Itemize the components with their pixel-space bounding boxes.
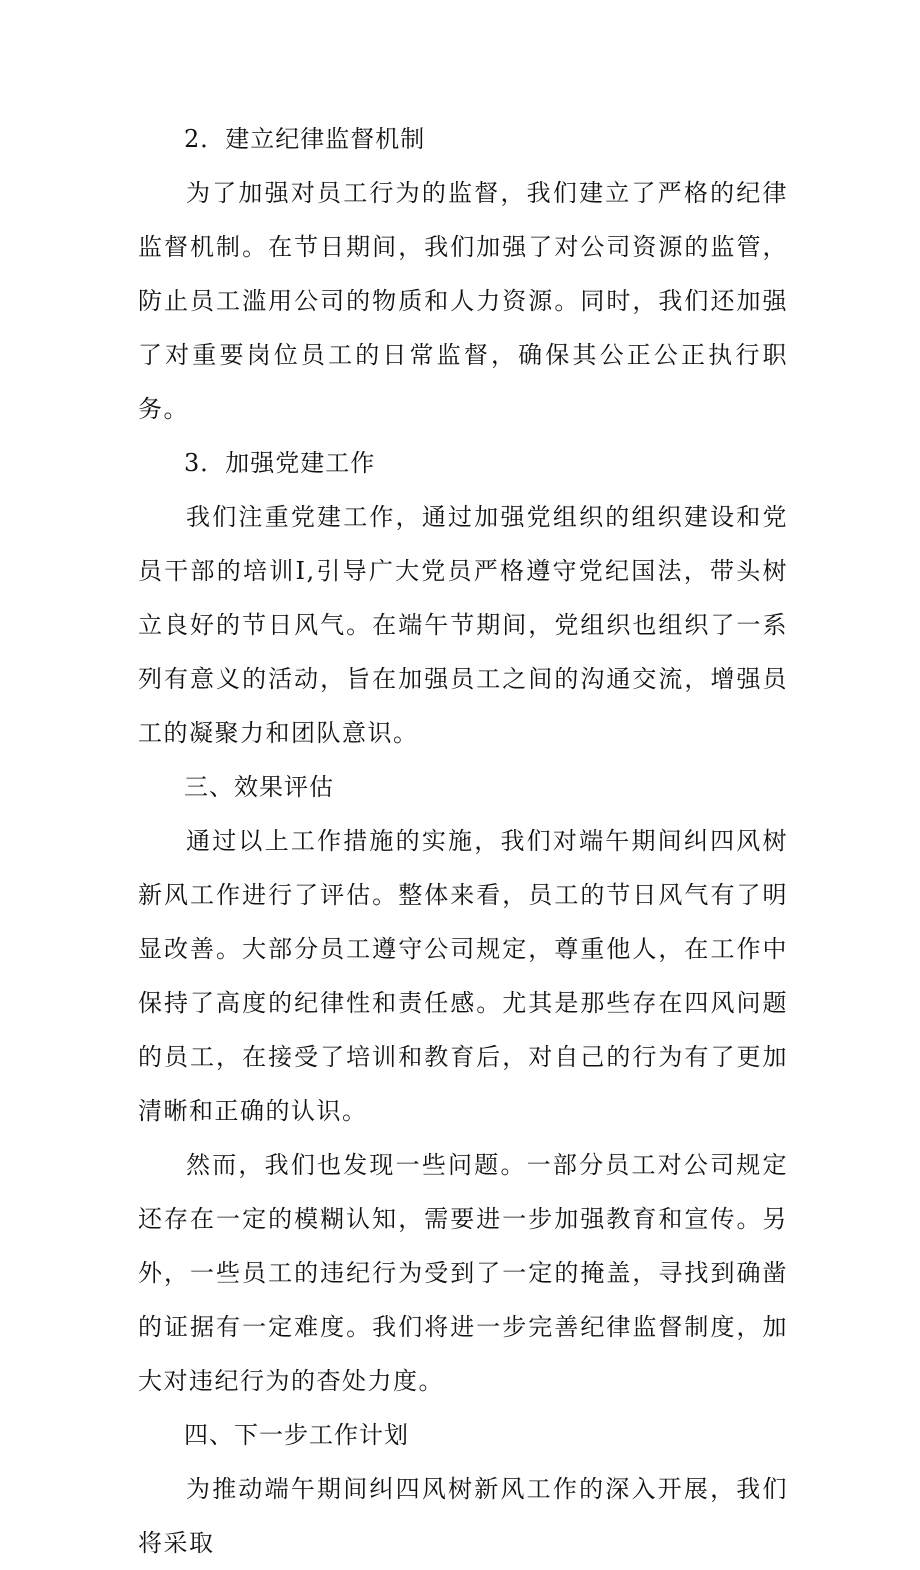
paragraph-problems-found: 然而，我们也发现一些问题。一部分员工对公司规定还存在一定的模糊认知，需要进一步加强教育和宣传。另外，一些员工的违纪行为受到了一定的掩盖，寻找到确凿的证据有一定难度。我们将进一步完善纪律监督制度，加大对违纪行为的杳处力度。 [138,1151,788,1395]
section-heading-next-steps: 四、下一步工作计划 [184,1421,409,1449]
section-heading-discipline-supervision: 2．建立纪律监督机制 [184,125,426,153]
document-body [138,112,788,1570]
paragraph-next-steps: 为推动端午期间纠四风树新风工作的深入开展，我们将采取 [138,1475,788,1557]
paragraph-discipline-supervision: 为了加强对员工行为的监督，我们建立了严格的纪律监督机制。在节日期间，我们加强了对公司资源的监管，防止员工滥用公司的物质和人力资源。同时，我们还加强了对重要岗位员工的日常监督，确保其公正公正执行职务。 [138,179,788,423]
section-heading-effect-evaluation: 三、效果评估 [184,773,334,801]
section-heading-party-building: 3．加强党建工作 [184,449,376,477]
paragraph-effect-evaluation: 通过以上工作措施的实施，我们对端午期间纠四风树新风工作进行了评估。整体来看，员工的节日风气有了明显改善。大部分员工遵守公司规定，尊重他人，在工作中保持了高度的纪律性和责任感。尤其是那些存在四风问题的员工，在接受了培训和教育后，对自己的行为有了更加清晰和正确的认识。 [138,827,788,1125]
paragraph-party-building: 我们注重党建工作，通过加强党组织的组织建设和党员干部的培训I,引导广大党员严格遵守党纪国法，带头树立良好的节日风气。在端午节期间，党组织也组织了一系列有意义的活动，旨在加强员工之间的沟通交流，增强员工的凝聚力和团队意识。 [138,503,788,747]
